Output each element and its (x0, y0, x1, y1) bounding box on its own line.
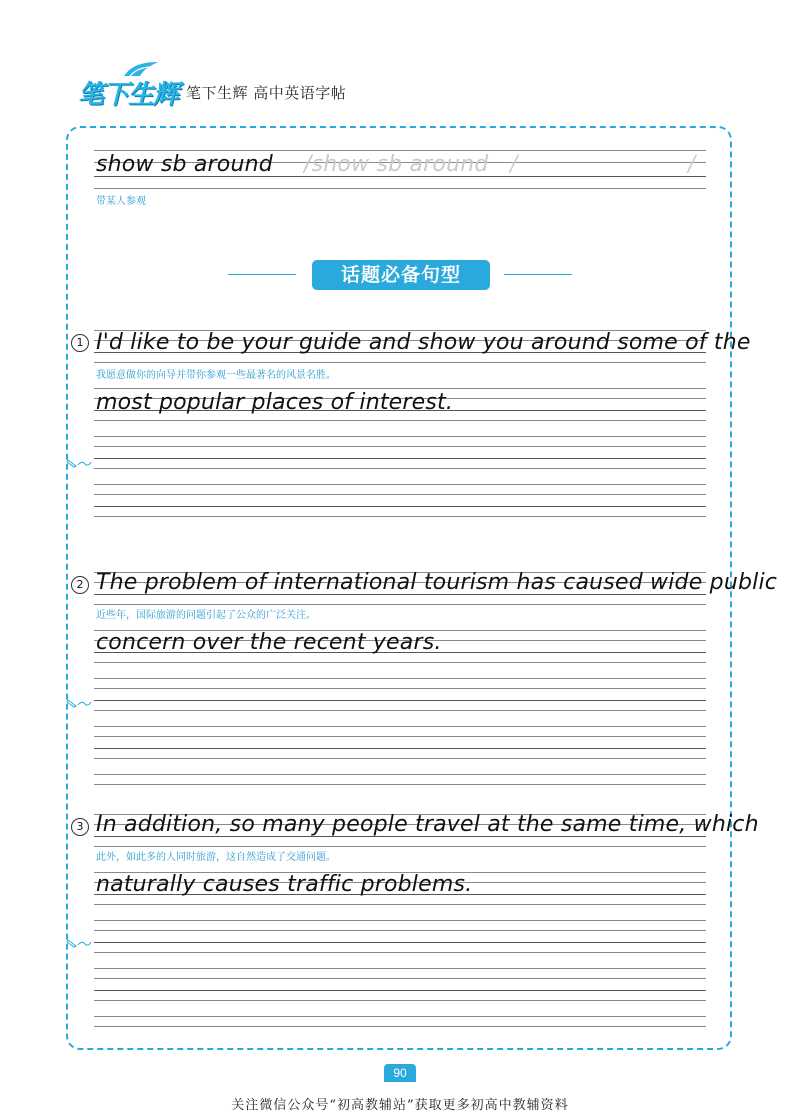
phrase-chinese: 带某人参观 (96, 196, 146, 207)
pen-icon (66, 696, 92, 708)
trace-slash-2: / (688, 152, 696, 177)
sentence-2-line-2: concern over the recent years. (96, 630, 442, 655)
heading-left-rule (228, 274, 296, 275)
pen-icon (66, 936, 92, 948)
header-title: 笔下生辉 高中英语字帖 (186, 83, 347, 102)
wing-icon (122, 60, 160, 78)
sentence-1-line-1: I'd like to be your guide and show you around some of the (96, 330, 751, 355)
page-number-value: 90 (384, 1064, 416, 1082)
trace-slash-1: / (510, 152, 518, 177)
page-number (380, 1064, 420, 1084)
heading-right-rule (504, 274, 572, 275)
section-title: 话题必备句型 (312, 260, 490, 290)
phrase-trace: /show sb around (304, 152, 489, 177)
sentence-3-line-1: In addition, so many people travel at the same time, which (96, 812, 759, 837)
pen-icon (66, 456, 92, 468)
sentence-3-chinese: 此外，如此多的人同时旅游，这自然造成了交通问题。 (96, 852, 336, 863)
phrase-english: show sb around (96, 152, 273, 177)
page-header (78, 72, 346, 112)
sentence-1-chinese: 我愿意做你的向导并带你参观一些最著名的风景名胜。 (96, 370, 336, 381)
footer-note: 关注微信公众号“初高教辅站”获取更多初高中教辅资料 (231, 1098, 569, 1113)
sentence-3-line-2: naturally causes traffic problems. (96, 872, 473, 897)
brand-logo (78, 74, 178, 111)
sentence-1-line-2: most popular places of interest. (96, 390, 454, 415)
section-heading (228, 258, 572, 292)
sentence-2-chinese: 近些年，国际旅游的问题引起了公众的广泛关注。 (96, 610, 316, 621)
sentence-number-2: 2 (71, 576, 89, 594)
sentence-2-line-1: The problem of international tourism has caused wide public (96, 570, 778, 595)
sentence-number-3: 3 (71, 818, 89, 836)
sentence-number-1: 1 (71, 334, 89, 352)
brand-logo-text: 笔下生辉 (78, 79, 179, 110)
